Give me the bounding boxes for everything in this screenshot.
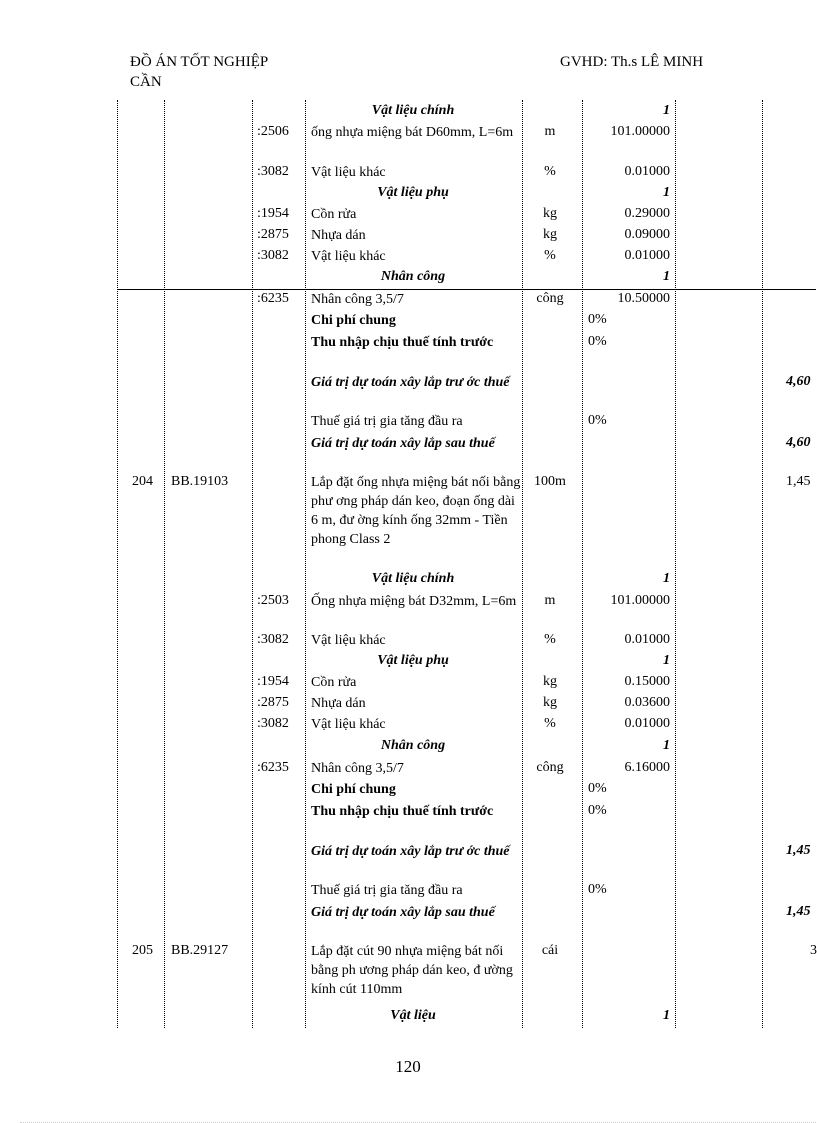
amount-cell: 1,45 xyxy=(786,904,811,919)
unit-cell: 100m xyxy=(534,474,566,489)
item-description: Nhựa dán xyxy=(311,228,366,243)
unit-cell: kg xyxy=(543,674,557,689)
quantity-cell: 1 xyxy=(663,269,670,284)
item-description: Lắp đặt cút 90 nhựa miệng bát nối bằng ph ương pháp dán keo, đ ường kính cút 110mm xyxy=(311,944,513,997)
resource-code: :3082 xyxy=(257,164,289,179)
resource-code: :3082 xyxy=(257,248,289,263)
quantity-cell: 10.50000 xyxy=(617,291,670,306)
amount-cell: 4,60 xyxy=(786,435,811,450)
item-description: Cồn rửa xyxy=(311,675,357,690)
unit-cell: kg xyxy=(543,206,557,221)
resource-code: :2503 xyxy=(257,593,289,608)
item-description: Giá trị dự toán xây lắp sau thuế xyxy=(311,905,495,920)
unit-cell: m xyxy=(544,124,556,139)
unit-cell: kg xyxy=(543,695,557,710)
section-heading: Vật liệu phụ xyxy=(377,653,449,668)
percent-cell: 0% xyxy=(588,334,607,349)
column-divider-code xyxy=(305,100,306,1028)
item-description: Thu nhập chịu thuế tính trước xyxy=(311,804,494,819)
amount-cell: 1,45 xyxy=(786,474,811,489)
column-divider-stt xyxy=(164,100,165,1028)
item-description: Giá trị dự toán xây lắp trư ớc thuế xyxy=(311,844,510,859)
percent-cell: 0% xyxy=(588,312,607,327)
quantity-cell: 0.29000 xyxy=(624,206,670,221)
quantity-cell: 101.00000 xyxy=(610,593,670,608)
section-heading: Vật liệu xyxy=(390,1008,436,1023)
thesis-title-continued: CẦN xyxy=(130,74,162,90)
quantity-cell: 0.03600 xyxy=(624,695,670,710)
quantity-cell: 6.16000 xyxy=(624,760,670,775)
item-number: 204 xyxy=(132,474,153,489)
item-description: Nhựa dán xyxy=(311,696,366,711)
section-heading: Vật liệu chính xyxy=(371,103,455,118)
item-description: Vật liệu khác xyxy=(311,165,386,180)
section-heading: Vật liệu chính xyxy=(371,571,455,586)
resource-code: :2875 xyxy=(257,227,289,242)
unit-cell: kg xyxy=(543,227,557,242)
resource-code: :6235 xyxy=(257,760,289,775)
quantity-cell: 101.00000 xyxy=(610,124,670,139)
quantity-cell: 0.01000 xyxy=(624,164,670,179)
resource-code: :3082 xyxy=(257,716,289,731)
quantity-cell: 0.15000 xyxy=(624,674,670,689)
amount-cell: 4,60 xyxy=(786,374,811,389)
item-description: Lắp đặt ống nhựa miệng bát nối bằng phư ơng pháp dán keo, đoạn ống dài 6 m, đư ờng kính ống 32mm - Tiền phong Class 2 xyxy=(311,475,521,547)
quantity-cell: 1 xyxy=(663,653,670,668)
item-description: ống nhựa miệng bát D60mm, L=6m xyxy=(311,125,514,140)
resource-code: :1954 xyxy=(257,206,289,221)
item-description: Chi phí chung xyxy=(311,313,396,328)
percent-cell: 0% xyxy=(588,882,607,897)
quantity-cell: 1 xyxy=(663,185,670,200)
unit-cell: % xyxy=(544,164,556,179)
quantity-cell: 0.01000 xyxy=(624,248,670,263)
amount-cell: 3 xyxy=(810,943,817,958)
item-description: Vật liệu khác xyxy=(311,717,386,732)
item-description: Vật liệu khác xyxy=(311,249,386,264)
item-code: BB.29127 xyxy=(171,943,229,958)
thesis-title: ĐỒ ÁN TỐT NGHIỆP xyxy=(130,54,269,70)
resource-code: :2506 xyxy=(257,124,289,139)
unit-cell: m xyxy=(544,593,556,608)
quantity-cell: 1 xyxy=(663,1008,670,1023)
column-divider-ma xyxy=(252,100,253,1028)
amount-cell: 1,45 xyxy=(786,843,811,858)
quantity-cell: 1 xyxy=(663,571,670,586)
item-description: Nhân công 3,5/7 xyxy=(311,761,404,776)
unit-cell: % xyxy=(544,632,556,647)
unit-cell: cái xyxy=(541,943,559,958)
resource-code: :1954 xyxy=(257,674,289,689)
unit-cell: % xyxy=(544,716,556,731)
quantity-cell: 0.09000 xyxy=(624,227,670,242)
percent-cell: 0% xyxy=(588,413,607,428)
quantity-cell: 0.01000 xyxy=(624,632,670,647)
item-number: 205 xyxy=(132,943,153,958)
item-code: BB.19103 xyxy=(171,474,229,489)
quantity-cell: 1 xyxy=(663,738,670,753)
unit-cell: công xyxy=(536,291,564,306)
unit-cell: công xyxy=(536,760,564,775)
document-header-left xyxy=(130,52,268,92)
page-number: 120 xyxy=(395,1057,421,1076)
percent-cell: 0% xyxy=(588,781,607,796)
item-description: Ống nhựa miệng bát D32mm, L=6m xyxy=(311,594,517,609)
item-description: Thuế giá trị gia tăng đầu ra xyxy=(311,414,463,429)
quantity-cell: 1 xyxy=(663,103,670,118)
section-heading: Nhân công xyxy=(380,269,446,284)
item-description: Chi phí chung xyxy=(311,782,396,797)
item-description: Thu nhập chịu thuế tính trước xyxy=(311,335,494,350)
quantity-cell: 0.01000 xyxy=(624,716,670,731)
section-heading: Vật liệu phụ xyxy=(377,185,449,200)
item-description: Vật liệu khác xyxy=(311,633,386,648)
column-divider-price xyxy=(762,100,763,1028)
column-divider-desc xyxy=(522,100,523,1028)
resource-code: :2875 xyxy=(257,695,289,710)
column-divider-qty xyxy=(675,100,676,1028)
item-description: Nhân công 3,5/7 xyxy=(311,292,404,307)
item-description: Giá trị dự toán xây lắp sau thuế xyxy=(311,436,495,451)
item-description: Cồn rửa xyxy=(311,207,357,222)
section-heading: Nhân công xyxy=(380,738,446,753)
percent-cell: 0% xyxy=(588,803,607,818)
item-description: Giá trị dự toán xây lắp trư ớc thuế xyxy=(311,375,510,390)
supervisor-label: GVHD: Th.s LÊ MINH xyxy=(560,54,704,70)
item-description: Thuế giá trị gia tăng đầu ra xyxy=(311,883,463,898)
table-border-left xyxy=(117,100,118,1028)
column-divider-unit xyxy=(582,100,583,1028)
unit-cell: % xyxy=(544,248,556,263)
resource-code: :6235 xyxy=(257,291,289,306)
resource-code: :3082 xyxy=(257,632,289,647)
